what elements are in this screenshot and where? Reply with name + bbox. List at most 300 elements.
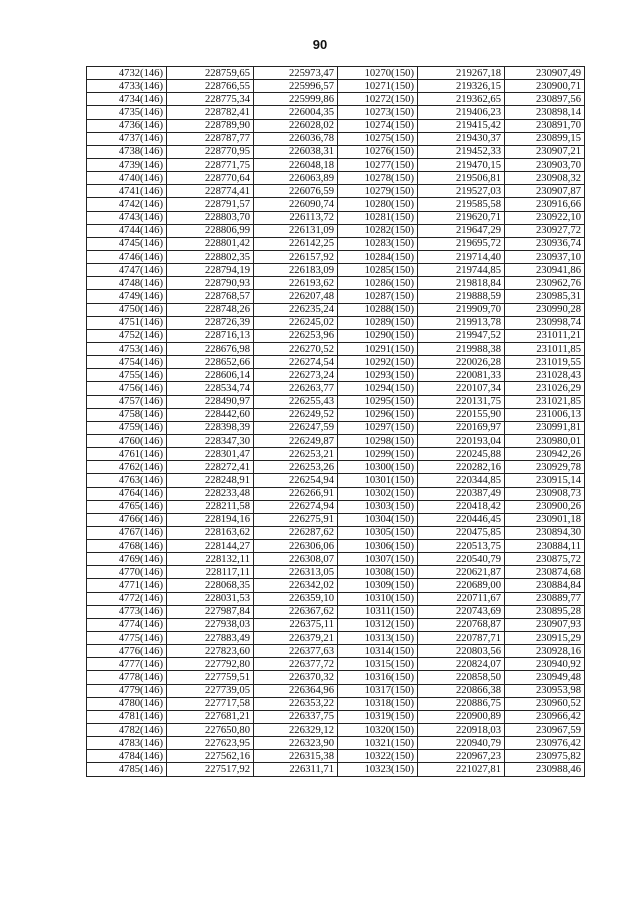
- cell-x-coord-a: 228770,64: [167, 172, 254, 185]
- cell-point-id-b: 10282(150): [338, 224, 418, 237]
- table-row: [87, 277, 585, 290]
- cell-y-coord-a: 226247,59: [254, 421, 338, 434]
- cell-y-coord-b: 230907,87: [505, 185, 585, 198]
- table-row: [87, 356, 585, 369]
- cell-point-id-b: 10318(150): [338, 697, 418, 710]
- cell-y-coord-b: 230907,21: [505, 145, 585, 158]
- cell-point-id-a: 4738(146): [87, 145, 167, 158]
- cell-y-coord-b: 230940,92: [505, 658, 585, 671]
- cell-point-id-b: 10306(150): [338, 540, 418, 553]
- cell-point-id-a: 4752(146): [87, 329, 167, 342]
- cell-y-coord-a: 226193,62: [254, 277, 338, 290]
- cell-y-coord-b: 230903,70: [505, 158, 585, 171]
- table-row: [87, 67, 585, 80]
- cell-point-id-b: 10319(150): [338, 710, 418, 723]
- cell-point-id-b: 10305(150): [338, 526, 418, 539]
- cell-x-coord-b: 219988,38: [418, 342, 505, 355]
- cell-x-coord-b: 220858,50: [418, 671, 505, 684]
- cell-y-coord-a: 225973,47: [254, 67, 338, 80]
- cell-point-id-b: 10281(150): [338, 211, 418, 224]
- cell-x-coord-a: 227717,58: [167, 697, 254, 710]
- cell-point-id-a: 4753(146): [87, 342, 167, 355]
- cell-point-id-a: 4773(146): [87, 605, 167, 618]
- cell-y-coord-a: 226004,35: [254, 106, 338, 119]
- cell-point-id-b: 10294(150): [338, 382, 418, 395]
- cell-y-coord-b: 230998,74: [505, 316, 585, 329]
- cell-y-coord-b: 230949,48: [505, 671, 585, 684]
- cell-x-coord-a: 227987,84: [167, 605, 254, 618]
- cell-x-coord-b: 220169,97: [418, 421, 505, 434]
- cell-y-coord-b: 231028,43: [505, 369, 585, 382]
- cell-point-id-b: 10290(150): [338, 329, 418, 342]
- cell-y-coord-b: 230908,32: [505, 172, 585, 185]
- cell-x-coord-a: 228132,11: [167, 553, 254, 566]
- cell-point-id-b: 10299(150): [338, 448, 418, 461]
- cell-x-coord-a: 227681,21: [167, 710, 254, 723]
- cell-x-coord-a: 228775,34: [167, 93, 254, 106]
- cell-x-coord-b: 220711,67: [418, 592, 505, 605]
- cell-y-coord-a: 226048,18: [254, 158, 338, 171]
- cell-x-coord-b: 220967,23: [418, 750, 505, 763]
- cell-y-coord-a: 226323,90: [254, 737, 338, 750]
- cell-x-coord-b: 219714,40: [418, 250, 505, 263]
- cell-x-coord-a: 228770,95: [167, 145, 254, 158]
- table-row: [87, 158, 585, 171]
- cell-y-coord-a: 226157,92: [254, 250, 338, 263]
- cell-x-coord-a: 228347,30: [167, 434, 254, 447]
- cell-y-coord-a: 226253,96: [254, 329, 338, 342]
- cell-point-id-a: 4751(146): [87, 316, 167, 329]
- cell-point-id-a: 4785(146): [87, 763, 167, 776]
- table-row: [87, 132, 585, 145]
- cell-x-coord-b: 220768,87: [418, 618, 505, 631]
- table-row: [87, 645, 585, 658]
- cell-y-coord-a: 226253,26: [254, 461, 338, 474]
- cell-y-coord-b: 230929,78: [505, 461, 585, 474]
- cell-point-id-b: 10309(150): [338, 579, 418, 592]
- table-row: [87, 395, 585, 408]
- cell-y-coord-a: 226306,06: [254, 540, 338, 553]
- cell-point-id-a: 4778(146): [87, 671, 167, 684]
- cell-point-id-a: 4755(146): [87, 369, 167, 382]
- cell-x-coord-a: 228068,35: [167, 579, 254, 592]
- cell-y-coord-b: 230967,59: [505, 724, 585, 737]
- cell-x-coord-a: 228031,53: [167, 592, 254, 605]
- cell-point-id-a: 4758(146): [87, 408, 167, 421]
- cell-x-coord-b: 220282,16: [418, 461, 505, 474]
- cell-x-coord-b: 220866,38: [418, 684, 505, 697]
- cell-point-id-a: 4741(146): [87, 185, 167, 198]
- cell-x-coord-a: 227823,60: [167, 645, 254, 658]
- table-row: [87, 658, 585, 671]
- table-row: [87, 316, 585, 329]
- cell-y-coord-b: 230899,15: [505, 132, 585, 145]
- table-row: [87, 237, 585, 250]
- cell-x-coord-b: 220540,79: [418, 553, 505, 566]
- cell-point-id-b: 10302(150): [338, 487, 418, 500]
- table-row: [87, 513, 585, 526]
- cell-point-id-a: 4760(146): [87, 434, 167, 447]
- cell-point-id-a: 4764(146): [87, 487, 167, 500]
- table-row: [87, 605, 585, 618]
- cell-point-id-b: 10323(150): [338, 763, 418, 776]
- cell-point-id-a: 4736(146): [87, 119, 167, 132]
- coordinates-table-container: [86, 66, 584, 777]
- cell-point-id-a: 4767(146): [87, 526, 167, 539]
- cell-y-coord-b: 230915,29: [505, 632, 585, 645]
- cell-y-coord-b: 230907,93: [505, 618, 585, 631]
- cell-point-id-a: 4775(146): [87, 632, 167, 645]
- cell-y-coord-a: 226266,91: [254, 487, 338, 500]
- cell-y-coord-b: 230937,10: [505, 250, 585, 263]
- cell-y-coord-a: 226076,59: [254, 185, 338, 198]
- cell-point-id-a: 4749(146): [87, 290, 167, 303]
- table-row: [87, 93, 585, 106]
- cell-y-coord-a: 226364,96: [254, 684, 338, 697]
- cell-x-coord-a: 227517,92: [167, 763, 254, 776]
- cell-point-id-a: 4734(146): [87, 93, 167, 106]
- cell-point-id-a: 4784(146): [87, 750, 167, 763]
- cell-y-coord-a: 226375,11: [254, 618, 338, 631]
- cell-x-coord-a: 228768,57: [167, 290, 254, 303]
- cell-x-coord-a: 227650,80: [167, 724, 254, 737]
- cell-x-coord-a: 228716,13: [167, 329, 254, 342]
- table-row: [87, 737, 585, 750]
- cell-y-coord-a: 226063,89: [254, 172, 338, 185]
- coordinates-table: [86, 66, 585, 777]
- cell-point-id-b: 10278(150): [338, 172, 418, 185]
- cell-y-coord-a: 226353,22: [254, 697, 338, 710]
- cell-y-coord-b: 230960,52: [505, 697, 585, 710]
- cell-point-id-b: 10312(150): [338, 618, 418, 631]
- cell-x-coord-a: 228771,75: [167, 158, 254, 171]
- cell-y-coord-b: 230891,70: [505, 119, 585, 132]
- cell-point-id-b: 10283(150): [338, 237, 418, 250]
- cell-x-coord-a: 228534,74: [167, 382, 254, 395]
- cell-y-coord-b: 230962,76: [505, 277, 585, 290]
- cell-point-id-b: 10284(150): [338, 250, 418, 263]
- cell-point-id-a: 4762(146): [87, 461, 167, 474]
- cell-point-id-a: 4765(146): [87, 500, 167, 513]
- cell-point-id-b: 10274(150): [338, 119, 418, 132]
- cell-point-id-b: 10273(150): [338, 106, 418, 119]
- cell-y-coord-b: 230901,18: [505, 513, 585, 526]
- cell-x-coord-a: 227759,51: [167, 671, 254, 684]
- cell-y-coord-a: 226036,78: [254, 132, 338, 145]
- cell-x-coord-b: 220918,03: [418, 724, 505, 737]
- cell-y-coord-b: 231019,55: [505, 356, 585, 369]
- cell-x-coord-b: 220886,75: [418, 697, 505, 710]
- table-row: [87, 290, 585, 303]
- cell-y-coord-b: 230922,10: [505, 211, 585, 224]
- cell-y-coord-b: 230980,01: [505, 434, 585, 447]
- cell-x-coord-b: 219913,78: [418, 316, 505, 329]
- cell-point-id-b: 10280(150): [338, 198, 418, 211]
- cell-y-coord-a: 226315,38: [254, 750, 338, 763]
- table-row: [87, 487, 585, 500]
- cell-x-coord-a: 228787,77: [167, 132, 254, 145]
- table-row: [87, 448, 585, 461]
- cell-y-coord-a: 226207,48: [254, 290, 338, 303]
- table-row: [87, 382, 585, 395]
- cell-y-coord-a: 226367,62: [254, 605, 338, 618]
- cell-point-id-a: 4739(146): [87, 158, 167, 171]
- cell-x-coord-a: 228163,62: [167, 526, 254, 539]
- cell-x-coord-b: 219406,23: [418, 106, 505, 119]
- page-number: 90: [312, 37, 328, 52]
- cell-x-coord-a: 228248,91: [167, 474, 254, 487]
- cell-y-coord-b: 230976,42: [505, 737, 585, 750]
- table-row: [87, 566, 585, 579]
- cell-y-coord-a: 226183,09: [254, 264, 338, 277]
- cell-x-coord-b: 220689,00: [418, 579, 505, 592]
- cell-x-coord-b: 219620,71: [418, 211, 505, 224]
- cell-x-coord-a: 228782,41: [167, 106, 254, 119]
- cell-point-id-b: 10277(150): [338, 158, 418, 171]
- cell-point-id-a: 4769(146): [87, 553, 167, 566]
- table-row: [87, 763, 585, 776]
- cell-x-coord-b: 220824,07: [418, 658, 505, 671]
- cell-y-coord-b: 230889,77: [505, 592, 585, 605]
- cell-point-id-a: 4782(146): [87, 724, 167, 737]
- cell-point-id-b: 10304(150): [338, 513, 418, 526]
- table-row: [87, 198, 585, 211]
- cell-y-coord-b: 230894,30: [505, 526, 585, 539]
- cell-point-id-a: 4750(146): [87, 303, 167, 316]
- cell-y-coord-b: 231011,85: [505, 342, 585, 355]
- cell-point-id-a: 4770(146): [87, 566, 167, 579]
- cell-point-id-b: 10275(150): [338, 132, 418, 145]
- table-row: [87, 526, 585, 539]
- cell-x-coord-b: 219585,58: [418, 198, 505, 211]
- table-row: [87, 185, 585, 198]
- cell-x-coord-b: 219415,42: [418, 119, 505, 132]
- cell-y-coord-a: 226313,05: [254, 566, 338, 579]
- cell-point-id-b: 10276(150): [338, 145, 418, 158]
- cell-point-id-a: 4740(146): [87, 172, 167, 185]
- cell-x-coord-a: 227792,80: [167, 658, 254, 671]
- cell-point-id-a: 4777(146): [87, 658, 167, 671]
- cell-point-id-b: 10270(150): [338, 67, 418, 80]
- cell-x-coord-a: 228774,41: [167, 185, 254, 198]
- cell-y-coord-a: 226249,52: [254, 408, 338, 421]
- cell-point-id-a: 4745(146): [87, 237, 167, 250]
- cell-x-coord-b: 219267,18: [418, 67, 505, 80]
- cell-point-id-b: 10307(150): [338, 553, 418, 566]
- cell-y-coord-b: 230884,11: [505, 540, 585, 553]
- cell-y-coord-b: 230966,42: [505, 710, 585, 723]
- cell-y-coord-b: 230936,74: [505, 237, 585, 250]
- cell-y-coord-a: 226263,77: [254, 382, 338, 395]
- cell-x-coord-a: 228233,48: [167, 487, 254, 500]
- cell-x-coord-a: 227562,16: [167, 750, 254, 763]
- cell-x-coord-a: 228802,35: [167, 250, 254, 263]
- table-row: [87, 750, 585, 763]
- cell-point-id-a: 4737(146): [87, 132, 167, 145]
- cell-y-coord-a: 226253,21: [254, 448, 338, 461]
- cell-point-id-a: 4776(146): [87, 645, 167, 658]
- cell-point-id-a: 4774(146): [87, 618, 167, 631]
- cell-x-coord-a: 228490,97: [167, 395, 254, 408]
- cell-point-id-b: 10279(150): [338, 185, 418, 198]
- cell-y-coord-a: 226255,43: [254, 395, 338, 408]
- cell-x-coord-b: 220418,42: [418, 500, 505, 513]
- cell-x-coord-b: 220803,56: [418, 645, 505, 658]
- cell-x-coord-a: 227938,03: [167, 618, 254, 631]
- table-row: [87, 80, 585, 93]
- cell-point-id-b: 10285(150): [338, 264, 418, 277]
- cell-y-coord-a: 226273,24: [254, 369, 338, 382]
- cell-x-coord-a: 228748,26: [167, 303, 254, 316]
- cell-y-coord-a: 226028,02: [254, 119, 338, 132]
- cell-x-coord-b: 220513,75: [418, 540, 505, 553]
- cell-x-coord-a: 228144,27: [167, 540, 254, 553]
- cell-y-coord-b: 230884,84: [505, 579, 585, 592]
- cell-point-id-b: 10315(150): [338, 658, 418, 671]
- cell-x-coord-b: 219744,85: [418, 264, 505, 277]
- cell-x-coord-b: 220387,49: [418, 487, 505, 500]
- cell-x-coord-b: 219947,52: [418, 329, 505, 342]
- cell-point-id-a: 4779(146): [87, 684, 167, 697]
- cell-x-coord-a: 228272,41: [167, 461, 254, 474]
- cell-x-coord-b: 219362,65: [418, 93, 505, 106]
- cell-point-id-a: 4757(146): [87, 395, 167, 408]
- table-row: [87, 329, 585, 342]
- table-row: [87, 264, 585, 277]
- cell-x-coord-a: 228791,57: [167, 198, 254, 211]
- cell-y-coord-b: 230900,26: [505, 500, 585, 513]
- cell-point-id-a: 4756(146): [87, 382, 167, 395]
- cell-point-id-a: 4743(146): [87, 211, 167, 224]
- cell-y-coord-a: 226142,25: [254, 237, 338, 250]
- cell-y-coord-b: 230927,72: [505, 224, 585, 237]
- cell-x-coord-b: 220193,04: [418, 434, 505, 447]
- cell-y-coord-a: 226342,02: [254, 579, 338, 592]
- cell-x-coord-b: 220743,69: [418, 605, 505, 618]
- cell-point-id-b: 10314(150): [338, 645, 418, 658]
- cell-x-coord-a: 228117,11: [167, 566, 254, 579]
- table-row: [87, 553, 585, 566]
- table-row: [87, 369, 585, 382]
- cell-y-coord-a: 226254,94: [254, 474, 338, 487]
- cell-x-coord-a: 228794,19: [167, 264, 254, 277]
- cell-y-coord-b: 230875,72: [505, 553, 585, 566]
- cell-x-coord-b: 220787,71: [418, 632, 505, 645]
- cell-point-id-a: 4761(146): [87, 448, 167, 461]
- table-row: [87, 106, 585, 119]
- cell-y-coord-a: 226311,71: [254, 763, 338, 776]
- cell-point-id-b: 10271(150): [338, 80, 418, 93]
- cell-y-coord-a: 226245,02: [254, 316, 338, 329]
- table-row: [87, 671, 585, 684]
- table-row: [87, 618, 585, 631]
- cell-y-coord-a: 226308,07: [254, 553, 338, 566]
- cell-x-coord-a: 228442,60: [167, 408, 254, 421]
- cell-y-coord-a: 226274,94: [254, 500, 338, 513]
- cell-x-coord-b: 220131,75: [418, 395, 505, 408]
- cell-x-coord-a: 228194,16: [167, 513, 254, 526]
- table-row: [87, 145, 585, 158]
- cell-point-id-b: 10298(150): [338, 434, 418, 447]
- table-row: [87, 592, 585, 605]
- cell-point-id-a: 4783(146): [87, 737, 167, 750]
- cell-point-id-b: 10303(150): [338, 500, 418, 513]
- cell-y-coord-a: 226379,21: [254, 632, 338, 645]
- cell-point-id-b: 10288(150): [338, 303, 418, 316]
- cell-x-coord-b: 219909,70: [418, 303, 505, 316]
- cell-x-coord-b: 219888,59: [418, 290, 505, 303]
- cell-point-id-b: 10287(150): [338, 290, 418, 303]
- cell-x-coord-b: 220081,33: [418, 369, 505, 382]
- cell-y-coord-b: 230990,28: [505, 303, 585, 316]
- table-row: [87, 579, 585, 592]
- cell-point-id-b: 10300(150): [338, 461, 418, 474]
- cell-y-coord-b: 230900,71: [505, 80, 585, 93]
- cell-point-id-b: 10301(150): [338, 474, 418, 487]
- cell-x-coord-a: 228803,70: [167, 211, 254, 224]
- cell-y-coord-a: 226249,87: [254, 434, 338, 447]
- cell-point-id-a: 4766(146): [87, 513, 167, 526]
- table-row: [87, 211, 585, 224]
- table-row: [87, 684, 585, 697]
- cell-y-coord-b: 230898,14: [505, 106, 585, 119]
- table-row: [87, 408, 585, 421]
- cell-point-id-b: 10289(150): [338, 316, 418, 329]
- cell-x-coord-b: 220245,88: [418, 448, 505, 461]
- table-row: [87, 119, 585, 132]
- table-row: [87, 710, 585, 723]
- cell-x-coord-b: 219818,84: [418, 277, 505, 290]
- cell-point-id-b: 10292(150): [338, 356, 418, 369]
- table-row: [87, 250, 585, 263]
- cell-point-id-a: 4735(146): [87, 106, 167, 119]
- cell-y-coord-b: 230953,98: [505, 684, 585, 697]
- cell-x-coord-a: 228801,42: [167, 237, 254, 250]
- cell-y-coord-a: 226377,72: [254, 658, 338, 671]
- cell-x-coord-b: 220107,34: [418, 382, 505, 395]
- cell-point-id-b: 10296(150): [338, 408, 418, 421]
- cell-y-coord-a: 225999,86: [254, 93, 338, 106]
- cell-x-coord-a: 228726,39: [167, 316, 254, 329]
- cell-point-id-a: 4754(146): [87, 356, 167, 369]
- cell-x-coord-a: 228398,39: [167, 421, 254, 434]
- cell-point-id-a: 4768(146): [87, 540, 167, 553]
- cell-point-id-a: 4747(146): [87, 264, 167, 277]
- cell-x-coord-a: 228676,98: [167, 342, 254, 355]
- cell-x-coord-b: 219506,81: [418, 172, 505, 185]
- cell-point-id-b: 10286(150): [338, 277, 418, 290]
- cell-point-id-b: 10311(150): [338, 605, 418, 618]
- cell-point-id-a: 4780(146): [87, 697, 167, 710]
- cell-point-id-a: 4772(146): [87, 592, 167, 605]
- cell-x-coord-a: 228790,93: [167, 277, 254, 290]
- cell-x-coord-a: 228211,58: [167, 500, 254, 513]
- cell-x-coord-a: 228806,99: [167, 224, 254, 237]
- cell-x-coord-b: 220446,45: [418, 513, 505, 526]
- cell-x-coord-a: 228606,14: [167, 369, 254, 382]
- table-row: [87, 224, 585, 237]
- cell-x-coord-a: 228652,66: [167, 356, 254, 369]
- cell-y-coord-a: 226377,63: [254, 645, 338, 658]
- table-row: [87, 724, 585, 737]
- cell-point-id-b: 10320(150): [338, 724, 418, 737]
- cell-point-id-b: 10310(150): [338, 592, 418, 605]
- cell-y-coord-a: 226359,10: [254, 592, 338, 605]
- cell-x-coord-a: 228301,47: [167, 448, 254, 461]
- cell-y-coord-a: 226270,52: [254, 342, 338, 355]
- cell-x-coord-b: 219647,29: [418, 224, 505, 237]
- cell-x-coord-a: 227739,05: [167, 684, 254, 697]
